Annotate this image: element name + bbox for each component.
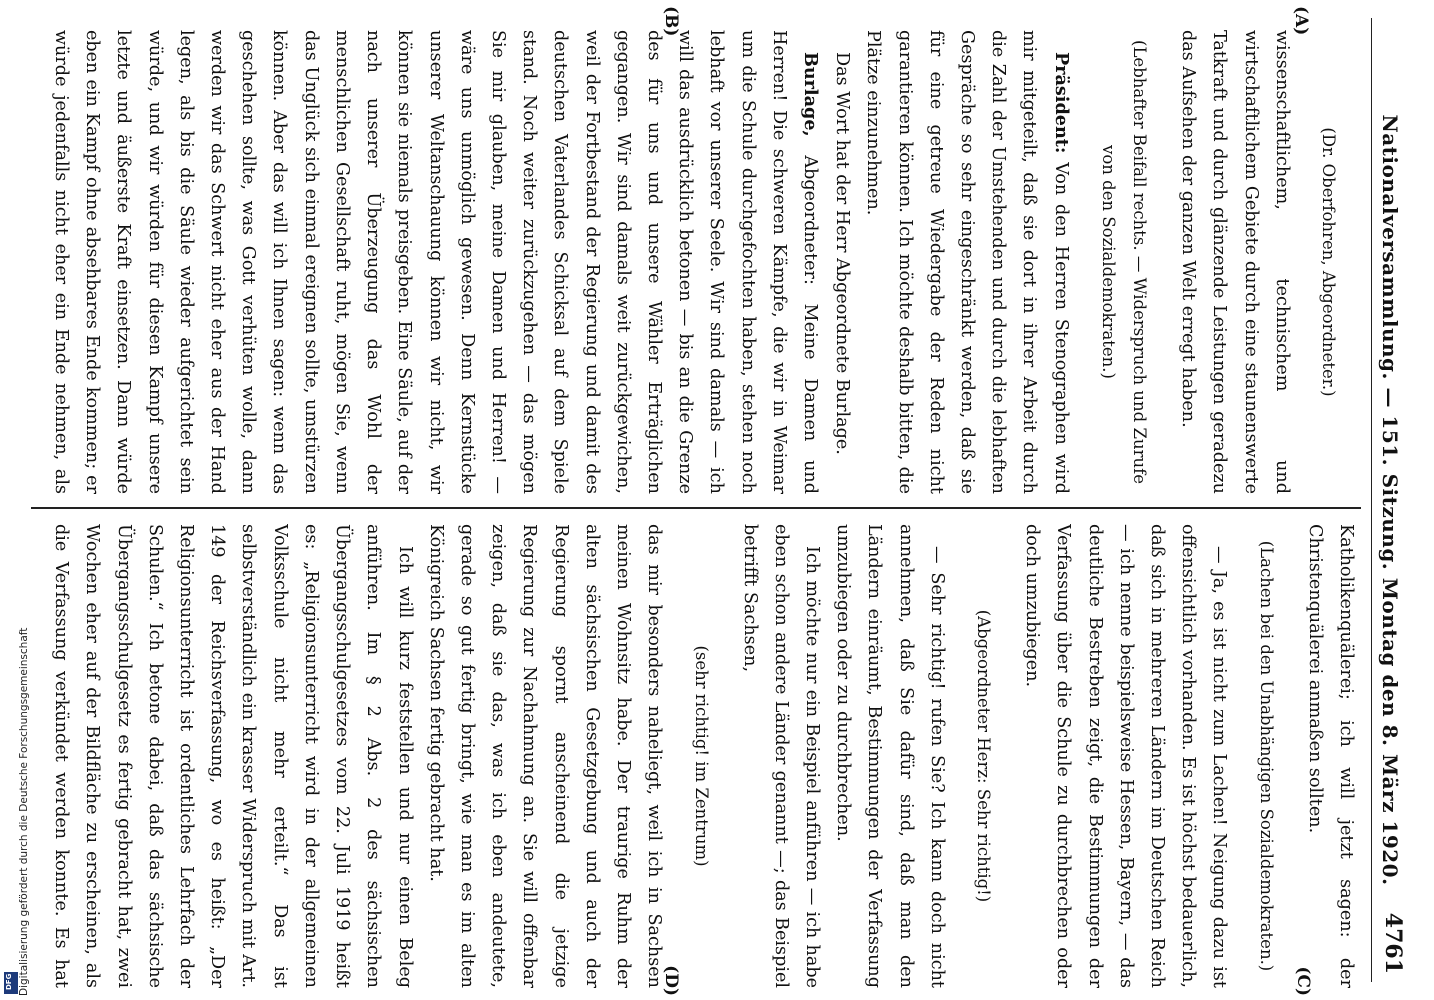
interjection: (Abgeordneter Herz: Sehr richtig!) xyxy=(974,609,994,903)
paragraph: — Ja, es ist nicht zum Lachen! Neigung dazu ist offensichtlich vorhanden. Es ist höchst bedauerlich, daß sich in mehreren Ländern im Deutschen Reich — ich nenne beispielsweise Hessen, Bayern, — das deutliche Bestreben zeigt, die Bestimmungen der Verfassung über die Schule zu durchbrechen oder doch umzubiegen. xyxy=(1022,524,1230,988)
paragraph xyxy=(41,30,826,494)
interjection: (sehr richtig! im Zentrum) xyxy=(691,645,711,867)
margin-mark-c: (C) xyxy=(1293,966,1313,996)
running-title: Nationalversammlung. — 151. Sitzung. Montag den 8. März 1920. xyxy=(1378,114,1402,886)
paragraph xyxy=(857,30,1076,494)
speech-text: Von den Herren Stenographen wird mir mitgeteilt, daß sie dort in ihrer Arbeit durch die Zahl der Umstehenden und durch die lebhaften Gespräche so sehr eingeschränkt werden, daß sie für eine getreue Wiedergabe der Reden nicht garantieren können. Ich möchte deshalb bitten, die Plätze einzunehmen. xyxy=(863,30,1071,494)
paragraph: das mir besonders naheliegt, weil ich in Sachsen meinen Wohnsitz habe. Der traurige Ruhm der alten sächsischen Gesetzgebung und auch der Regierung spornt anscheinend die jetzige Regierung zur Nachahmung an. Sie will offenbar zeigen, daß sie das, was ich eben andeutete, gerade so gut fertig bringt, wie man es im alten Königreich Sachsen fertig gebracht hat. xyxy=(425,524,665,988)
speaker-name: Präsident: xyxy=(1050,52,1072,154)
left-column xyxy=(41,30,1361,494)
dfg-logo xyxy=(4,972,18,994)
interjection: (Lachen bei den Unabhängigen Sozialdemokraten.) xyxy=(1257,540,1277,972)
paragraph: Das Wort hat der Herr Abgeordnete Burlage. xyxy=(832,52,853,455)
paragraph: Ich möchte nur ein Beispiel anführen — ich habe eben schon andere Länder genannt —; das Beispiel betrifft Sachsen, xyxy=(739,524,822,988)
paragraph: Ich will kurz feststellen und nur einen Beleg anführen. Im § 2 Abs. 2 des sächsischen Übergangsschulgesetzes vom 22. Juli 1919 heißt es: „Religionsunterricht wird in der allgemeinen Volksschule nicht mehr erteilt.“ Das ist selbstverständlich ein krasser Widerspruch mit Art. 149 der Reichsverfassung, wo es heißt: „Der Religionsunterricht ist ordentliches Lehrfach der Schulen.“ Ich betone dabei, daß das sächsische Übergangsschulgesetz es fertig gebracht hat, zwei Wochen eher auf der Bildfläche zu erscheinen, als die Verfassung verkündet werden konnte. Es hat xyxy=(51,524,415,988)
digitization-credit: Digitalisierung gefördert durch die Deutsche Forschungsgemeinschaft xyxy=(18,627,30,996)
paragraph: Katholikenquälerei; ich will jetzt sagen: der Christenquälerei anmaßen sollten. xyxy=(1304,524,1356,988)
speaker-name: Burlage, xyxy=(799,52,821,137)
two-column-text xyxy=(31,6,1361,996)
paragraph: — Sehr richtig! rufen Sie? Ich kann doch nicht annehmen, daß Sie dafür sind, daß man den Ländern einräumt, Bestimmungen der Verfassung umzubiegen oder zu durchbrechen. xyxy=(833,524,947,988)
page-header xyxy=(1371,18,1428,982)
margin-mark-b: (B) xyxy=(661,6,681,37)
right-column xyxy=(41,524,1361,988)
page-number: 4761 xyxy=(1380,912,1406,974)
margin-mark-d: (D) xyxy=(661,965,681,996)
interjection: (Lebhafter Beifall rechts. — Widerspruch und Zurufe von den Sozialdemokraten.) xyxy=(1099,40,1150,484)
speaker-continuation: (Dr. Oberfohren, Abgeordneter.) xyxy=(1319,127,1339,397)
paragraph: wissenschaftlichem, technischem und wirtschaftlichem Gebiete durch eine staunenswerte Tatkraft und durch glänzende Leistungen geradezu das Aufsehen der ganzen Welt erregt haben. xyxy=(1178,30,1292,494)
column-divider xyxy=(31,507,1361,509)
speech-text: Abgeordneter: Meine Damen und Herren! Die schweren Kämpfe, die wir in Weimar um die Schule durchgefochten haben, stehen noch lebhaft vor unserer Seele. Wir sind damals — ich will das ausdrücklich betonen — bis an die Grenze des für uns und unsere Wähler Erträglichen gegangen. Wir sind damals weit zurückgewichen, weil der Fortbestand der Regierung und damit des deutschen Vaterlandes Schicksal auf dem Spiele stand. Noch weiter zurückzugehen — das mögen Sie mir glauben, meine Damen und Herren! — wäre uns unmöglich gewesen. Denn Kernstücke unserer Weltanschauung können wir nicht, wir können sie niemals preisgeben. Eine Säule, auf der nach unserer Überzeugung das Wohl der menschlichen Gesellschaft ruht, mögen Sie, wenn das Unglück sich einmal ereignen sollte, umstürzen können. Aber das will ich Ihnen sagen: wenn das geschehen sollte, was Gott verhüten wolle, dann werden wir das Schwert nicht eher aus der Hand legen, als bis die Säule wieder aufgerichtet sein würde, und wir würden für diesen Kampf unsere letzte und äußerste Kraft einsetzen. Dann würde eben ein Kampf ohne absehbares Ende kommen; er würde jedenfalls nicht eher ein Ende nehmen, als xyxy=(51,30,820,494)
margin-mark-a: (A) xyxy=(1291,6,1311,36)
dfg-logo-text: DFG xyxy=(5,973,13,990)
